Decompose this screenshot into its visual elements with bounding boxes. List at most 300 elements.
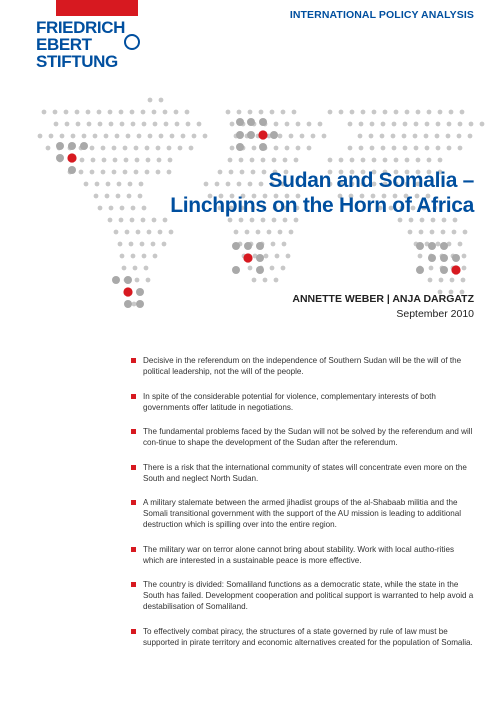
map-dot	[267, 230, 272, 235]
map-dot	[271, 242, 276, 247]
map-dot	[383, 158, 388, 163]
map-dot	[350, 158, 355, 163]
map-dot	[261, 158, 266, 163]
map-dot	[275, 254, 280, 259]
map-dot	[141, 110, 146, 115]
map-dot	[65, 122, 70, 127]
map-dot	[126, 134, 131, 139]
map-dot	[446, 134, 451, 139]
map-dot	[104, 134, 109, 139]
map-dot	[370, 122, 375, 127]
map-dot	[248, 110, 253, 115]
key-point	[131, 391, 476, 413]
map-dot	[90, 170, 95, 175]
map-dot	[296, 146, 301, 151]
map-dot	[108, 110, 113, 115]
map-dot	[440, 266, 448, 274]
map-dot	[458, 122, 463, 127]
map-dot	[294, 218, 299, 223]
map-dot	[339, 158, 344, 163]
map-dot	[98, 206, 103, 211]
fes-logo	[36, 0, 142, 72]
map-dot	[46, 146, 51, 151]
map-dot	[113, 158, 118, 163]
map-dot	[152, 110, 157, 115]
map-dot	[425, 122, 430, 127]
map-dot	[252, 278, 257, 283]
key-point	[131, 355, 476, 377]
map-dot	[56, 154, 64, 162]
map-dot	[162, 242, 167, 247]
map-dot	[328, 110, 333, 115]
map-dot	[272, 158, 277, 163]
map-dot	[372, 110, 377, 115]
bullet-square-icon	[131, 500, 136, 505]
map-dot	[436, 122, 441, 127]
map-dot	[236, 131, 244, 139]
map-dot	[250, 218, 255, 223]
map-dot	[361, 158, 366, 163]
map-dot	[278, 230, 283, 235]
logo-red-bar	[56, 0, 138, 16]
map-dot	[435, 134, 440, 139]
map-dot	[402, 134, 407, 139]
map-dot	[274, 278, 279, 283]
map-dot	[76, 122, 81, 127]
logo-line-2: EBERT	[36, 35, 92, 54]
map-dot	[300, 134, 305, 139]
map-dot	[380, 134, 385, 139]
map-dot	[461, 278, 466, 283]
map-dot	[60, 134, 65, 139]
map-dot	[106, 182, 111, 187]
authors: ANNETTE WEBER | ANJA DARGATZ	[292, 293, 474, 305]
map-dot	[259, 110, 264, 115]
map-dot	[256, 242, 264, 250]
map-dot	[130, 110, 135, 115]
map-dot	[263, 278, 268, 283]
map-dot	[427, 110, 432, 115]
map-dot	[115, 134, 120, 139]
map-dot	[440, 254, 448, 262]
bullet-square-icon	[131, 394, 136, 399]
map-dot	[64, 110, 69, 115]
map-dot	[168, 158, 173, 163]
map-dot	[186, 122, 191, 127]
map-dot	[79, 170, 84, 175]
map-dot	[480, 122, 485, 127]
map-dot	[281, 110, 286, 115]
map-dot	[381, 146, 386, 151]
map-dot	[148, 134, 153, 139]
map-dot	[256, 266, 264, 274]
map-dot	[359, 146, 364, 151]
map-dot	[403, 146, 408, 151]
title-line-2: Linchpins on the Horn of Africa	[170, 194, 474, 217]
map-dot	[458, 242, 463, 247]
key-point-text: In spite of the considerable potential for violence, complementary interests of both governments offer latitude in negotiations.	[143, 391, 436, 412]
map-dot	[181, 134, 186, 139]
map-dot	[158, 230, 163, 235]
map-dot	[418, 254, 423, 259]
map-dot	[120, 254, 125, 259]
map-dot	[350, 110, 355, 115]
map-dot	[151, 242, 156, 247]
map-dot	[90, 146, 95, 151]
map-dot	[259, 143, 267, 151]
map-dot	[109, 122, 114, 127]
map-dot	[427, 158, 432, 163]
map-dot	[274, 122, 279, 127]
map-dot	[307, 146, 312, 151]
map-dot	[425, 146, 430, 151]
map-dot	[285, 122, 290, 127]
map-dot	[328, 158, 333, 163]
map-dot	[145, 146, 150, 151]
map-dot	[175, 122, 180, 127]
map-dot	[452, 254, 460, 262]
map-dot	[125, 230, 130, 235]
map-dot	[256, 230, 261, 235]
bullet-square-icon	[131, 547, 136, 552]
map-dot	[391, 134, 396, 139]
map-dot	[124, 300, 132, 308]
map-dot	[192, 134, 197, 139]
map-dot	[244, 242, 252, 250]
document-title	[114, 168, 474, 218]
map-dot	[122, 266, 127, 271]
map-dot	[95, 182, 100, 187]
map-dot	[405, 158, 410, 163]
map-dot	[429, 266, 434, 271]
map-dot	[318, 122, 323, 127]
bullet-square-icon	[131, 582, 136, 587]
bullet-square-icon	[131, 465, 136, 470]
map-dot	[67, 153, 76, 162]
map-dot	[94, 194, 99, 199]
map-dot	[108, 218, 113, 223]
map-dot	[398, 218, 403, 223]
map-dot	[80, 158, 85, 163]
map-dot	[49, 134, 54, 139]
map-dot	[137, 134, 142, 139]
map-dot	[264, 254, 269, 259]
map-dot	[469, 122, 474, 127]
map-dot	[237, 110, 242, 115]
map-dot	[258, 130, 267, 139]
map-dot	[123, 287, 132, 296]
map-dot	[136, 288, 144, 296]
map-dot	[102, 158, 107, 163]
map-dot	[93, 134, 98, 139]
map-dot	[236, 143, 244, 151]
map-dot	[274, 146, 279, 151]
map-dot	[381, 122, 386, 127]
globe-icon	[124, 34, 140, 50]
map-dot	[101, 170, 106, 175]
map-dot	[463, 230, 468, 235]
map-dot	[174, 110, 179, 115]
map-dot	[97, 110, 102, 115]
bullet-square-icon	[131, 429, 136, 434]
map-dot	[98, 122, 103, 127]
map-dot	[232, 242, 240, 250]
map-dot	[468, 134, 473, 139]
map-dot	[124, 276, 132, 284]
map-dot	[53, 110, 58, 115]
map-dot	[270, 131, 278, 139]
key-point	[131, 462, 476, 484]
map-dot	[436, 146, 441, 151]
map-dot	[451, 265, 460, 274]
title-line-1: Sudan and Somalia –	[268, 169, 474, 192]
map-dot	[403, 122, 408, 127]
map-dot	[409, 218, 414, 223]
map-dot	[228, 218, 233, 223]
map-dot	[416, 110, 421, 115]
map-dot	[245, 230, 250, 235]
map-dot	[369, 134, 374, 139]
map-dot	[436, 242, 441, 247]
map-dot	[462, 266, 467, 271]
map-dot	[392, 122, 397, 127]
map-dot	[447, 146, 452, 151]
map-dot	[294, 158, 299, 163]
map-dot	[394, 158, 399, 163]
map-dot	[136, 230, 141, 235]
map-dot	[359, 122, 364, 127]
map-dot	[109, 206, 114, 211]
map-dot	[164, 122, 169, 127]
map-dot	[153, 122, 158, 127]
map-dot	[56, 142, 64, 150]
map-dot	[84, 182, 89, 187]
map-dot	[416, 266, 424, 274]
map-dot	[462, 254, 467, 259]
map-dot	[447, 122, 452, 127]
map-dot	[307, 122, 312, 127]
map-dot	[142, 122, 147, 127]
key-point	[131, 544, 476, 566]
map-dot	[167, 146, 172, 151]
key-point-text: The military war on terror alone cannot bring about stability. Work with local autho-rities which are interested in a sustainable peace is more effective.	[143, 544, 454, 565]
map-dot	[296, 122, 301, 127]
map-dot	[156, 146, 161, 151]
map-dot	[416, 242, 424, 250]
map-dot	[203, 134, 208, 139]
map-dot	[142, 254, 147, 259]
map-dot	[278, 134, 283, 139]
map-dot	[416, 158, 421, 163]
map-dot	[420, 218, 425, 223]
map-dot	[414, 146, 419, 151]
map-dot	[239, 158, 244, 163]
map-dot	[112, 146, 117, 151]
map-dot	[124, 158, 129, 163]
map-dot	[163, 110, 168, 115]
logo-line-1: FRIEDRICH	[36, 18, 125, 37]
map-dot	[157, 158, 162, 163]
map-dot	[348, 146, 353, 151]
map-dot	[118, 242, 123, 247]
map-dot	[75, 110, 80, 115]
map-dot	[428, 242, 436, 250]
map-dot	[419, 230, 424, 235]
map-dot	[247, 131, 255, 139]
map-dot	[226, 110, 231, 115]
key-points-list	[131, 355, 476, 661]
map-dot	[270, 110, 275, 115]
map-dot	[148, 98, 153, 103]
map-dot	[439, 278, 444, 283]
map-dot	[147, 230, 152, 235]
map-dot	[428, 278, 433, 283]
map-dot	[442, 218, 447, 223]
key-point-text: The country is divided: Somaliland functions as a democratic state, while the state in the South has failed. Development cooperation and political support is warranted to help avoid a destabilisation of Somaliland.	[143, 580, 474, 611]
map-dot	[146, 158, 151, 163]
map-dot	[431, 218, 436, 223]
map-dot	[252, 146, 257, 151]
map-dot	[119, 110, 124, 115]
map-dot	[452, 230, 457, 235]
map-dot	[185, 110, 190, 115]
map-dot	[38, 134, 43, 139]
map-dot	[236, 118, 244, 126]
map-dot	[82, 134, 87, 139]
bullet-square-icon	[131, 629, 136, 634]
map-dot	[370, 146, 375, 151]
map-dot	[114, 230, 119, 235]
map-dot	[289, 134, 294, 139]
map-dot	[54, 122, 59, 127]
map-dot	[250, 158, 255, 163]
map-dot	[428, 254, 436, 262]
map-dot	[441, 230, 446, 235]
map-dot	[438, 158, 443, 163]
map-dot	[228, 158, 233, 163]
map-dot	[133, 266, 138, 271]
map-dot	[413, 134, 418, 139]
map-dot	[152, 218, 157, 223]
map-dot	[248, 266, 253, 271]
map-dot	[458, 146, 463, 151]
map-dot	[283, 218, 288, 223]
map-dot	[159, 134, 164, 139]
map-dot	[424, 134, 429, 139]
map-dot	[239, 218, 244, 223]
map-dot	[243, 253, 252, 262]
key-point	[131, 579, 476, 612]
map-dot	[408, 230, 413, 235]
map-dot	[285, 146, 290, 151]
map-dot	[449, 110, 454, 115]
bullet-square-icon	[131, 358, 136, 363]
map-dot	[286, 254, 291, 259]
map-dot	[71, 134, 76, 139]
map-dot	[136, 300, 144, 308]
map-dot	[405, 110, 410, 115]
map-dot	[392, 146, 397, 151]
map-dot	[135, 158, 140, 163]
map-dot	[146, 278, 151, 283]
map-dot	[87, 122, 92, 127]
map-dot	[394, 110, 399, 115]
map-dot	[134, 146, 139, 151]
key-point	[131, 497, 476, 530]
map-dot	[131, 122, 136, 127]
map-dot	[132, 302, 137, 307]
map-dot	[129, 242, 134, 247]
map-dot	[430, 230, 435, 235]
map-dot	[232, 266, 240, 274]
map-dot	[68, 142, 76, 150]
map-dot	[68, 166, 76, 174]
map-dot	[130, 218, 135, 223]
map-dot	[159, 98, 164, 103]
key-point	[131, 626, 476, 648]
map-dot	[230, 122, 235, 127]
map-dot	[80, 142, 88, 150]
map-dot	[131, 254, 136, 259]
map-dot	[86, 110, 91, 115]
map-dot	[230, 146, 235, 151]
key-point-text: To effectively combat piracy, the structures of a state governed by rule of law must be supported in pirate territory and economic alternatives created for the population of Somalia.	[143, 626, 473, 647]
key-point-text: A military stalemate between the armed jihadist groups of the al-Shabaab militia and the Somali transitional government with the support of the AU mission is leading to additional destruction which is spilling over into the entire region.	[143, 498, 462, 529]
map-dot	[339, 110, 344, 115]
map-dot	[259, 118, 267, 126]
map-dot	[322, 134, 327, 139]
map-dot	[163, 218, 168, 223]
map-dot	[289, 230, 294, 235]
map-dot	[283, 158, 288, 163]
map-dot	[42, 110, 47, 115]
map-dot	[119, 218, 124, 223]
map-dot	[140, 242, 145, 247]
map-dot	[358, 134, 363, 139]
map-dot	[169, 230, 174, 235]
map-dot	[361, 110, 366, 115]
key-point-text: Decisive in the referendum on the independence of Southern Sudan will be the will of the political leadership, not the will of the people.	[143, 356, 462, 376]
map-dot	[311, 134, 316, 139]
map-dot	[281, 266, 286, 271]
map-dot	[247, 118, 255, 126]
key-point-text: The fundamental problems faced by the Sudan will not be solved by the referendum and will con-tinue to shape the development of the Sudan after the referendum.	[143, 427, 473, 447]
map-dot	[105, 194, 110, 199]
map-dot	[178, 146, 183, 151]
map-dot	[120, 122, 125, 127]
map-dot	[272, 218, 277, 223]
map-dot	[348, 122, 353, 127]
map-dot	[282, 242, 287, 247]
map-dot	[170, 134, 175, 139]
map-dot	[270, 266, 275, 271]
publication-date: September 2010	[396, 308, 474, 320]
map-dot	[460, 110, 465, 115]
map-dot	[383, 110, 388, 115]
logo-line-3: STIFTUNG	[36, 52, 118, 71]
series-label: INTERNATIONAL POLICY ANALYSIS	[289, 9, 474, 21]
map-dot	[112, 276, 120, 284]
map-dot	[457, 134, 462, 139]
map-dot	[414, 122, 419, 127]
map-dot	[197, 122, 202, 127]
key-point-text: There is a risk that the international community of states will concentrate even more on the South and neglect North Sudan.	[143, 462, 467, 483]
map-dot	[234, 230, 239, 235]
map-dot	[101, 146, 106, 151]
map-dot	[292, 110, 297, 115]
map-dot	[440, 242, 448, 250]
key-point	[131, 426, 476, 448]
